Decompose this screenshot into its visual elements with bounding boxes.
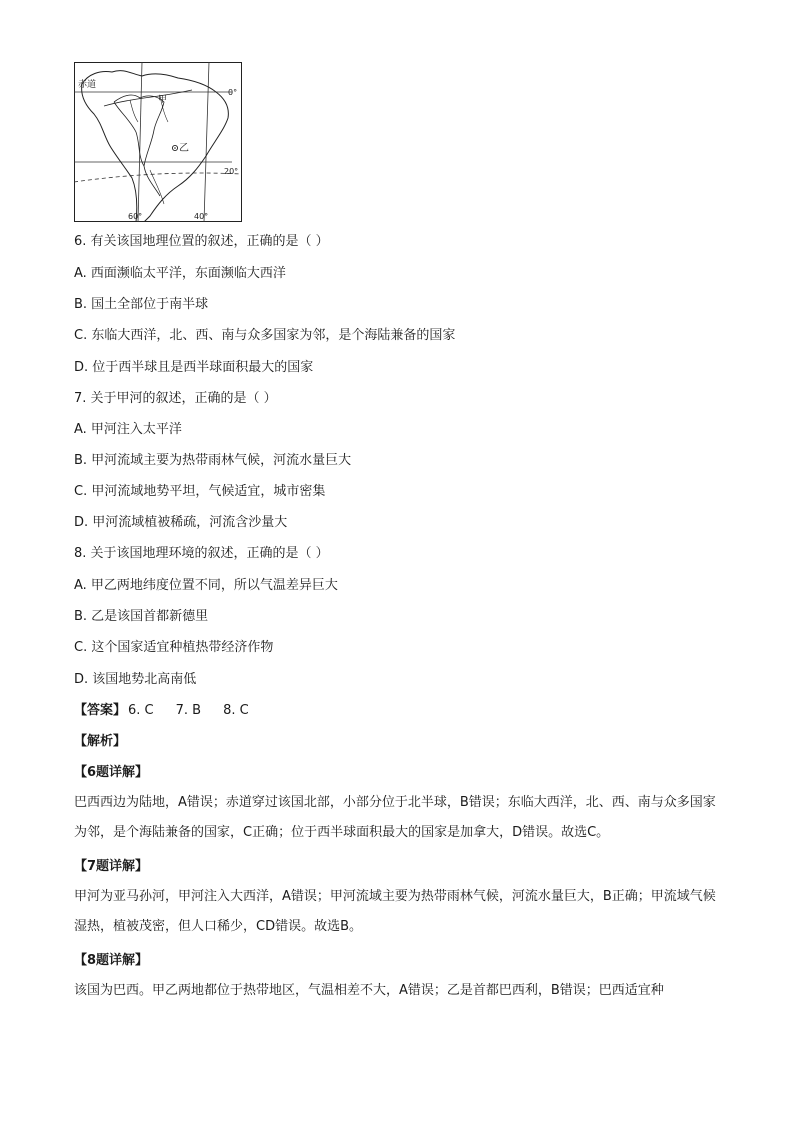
question-6-option-b: B. 国土全部位于南半球 (74, 297, 209, 312)
detail-8-text: 该国为巴西。甲乙两地都位于热带地区，气温相差不大，A错误；乙是首都巴西利，B错误；巴西适宜种 (74, 983, 664, 998)
yi-label: 乙 (179, 143, 189, 154)
detail-6-text: 巴西西边为陆地，A错误；赤道穿过该国北部，小部分位于北半球，B错误；东临大西洋，北、西、南与众多国家为邻，是个海陆兼备的国家，C正确；位于西半球面积最大的国家是加拿大，D错误。故选C。 (74, 795, 716, 840)
analysis-label: 【解析】 (74, 734, 127, 749)
lat-0-label: 0° (228, 88, 238, 97)
answer-item: 8. C (223, 703, 249, 718)
question-8-option-c: C. 这个国家适宜种植热带经济作物 (74, 640, 274, 655)
answer-line (74, 702, 271, 720)
brazil-map (74, 62, 242, 222)
question-6-stem: 6. 有关该国地理位置的叙述，正确的是（ ） (74, 234, 329, 249)
question-8-stem: 8. 关于该国地理环境的叙述，正确的是（ ） (74, 546, 329, 561)
question-7-option-b: B. 甲河流域主要为热带雨林气候，河流水量巨大 (74, 453, 352, 468)
question-8-option-b: B. 乙是该国首都新德里 (74, 609, 209, 624)
answer-item: 7. B (175, 703, 202, 718)
detail-8-header: 【8题详解】 (74, 953, 149, 968)
detail-7-header: 【7题详解】 (74, 859, 149, 874)
question-7-option-c: C. 甲河流域地势平坦，气候适宜，城市密集 (74, 484, 326, 499)
lat-20-label: 20° (224, 167, 239, 176)
lon-60-label: 60° (128, 212, 143, 221)
question-8-option-a: A. 甲乙两地纬度位置不同，所以气温差异巨大 (74, 578, 338, 593)
question-7-option-d: D. 甲河流域植被稀疏，河流含沙量大 (74, 515, 288, 530)
answer-item: 6. C (128, 703, 154, 718)
detail-7-text: 甲河为亚马孙河，甲河注入大西洋，A错误；甲河流域主要为热带雨林气候，河流水量巨大，B正确；甲流域气候湿热，植被茂密，但人口稀少，CD错误。故选B。 (74, 889, 716, 934)
detail-6-header: 【6题详解】 (74, 765, 149, 780)
question-6-option-c: C. 东临大西洋，北、西、南与众多国家为邻，是个海陆兼备的国家 (74, 328, 456, 343)
lon-40-label: 40° (194, 212, 209, 221)
question-7-option-a: A. 甲河注入太平洋 (74, 422, 182, 437)
equator-label: 赤道 (78, 80, 97, 90)
question-6-option-d: D. 位于西半球且是西半球面积最大的国家 (74, 360, 314, 375)
question-6-option-a: A. 西面濒临太平洋，东面濒临大西洋 (74, 266, 286, 281)
jia-label: 甲 (158, 95, 168, 105)
question-7-stem: 7. 关于甲河的叙述，正确的是（ ） (74, 391, 277, 406)
question-8-option-d: D. 该国地势北高南低 (74, 672, 197, 687)
answer-label: 【答案】 (74, 703, 127, 718)
